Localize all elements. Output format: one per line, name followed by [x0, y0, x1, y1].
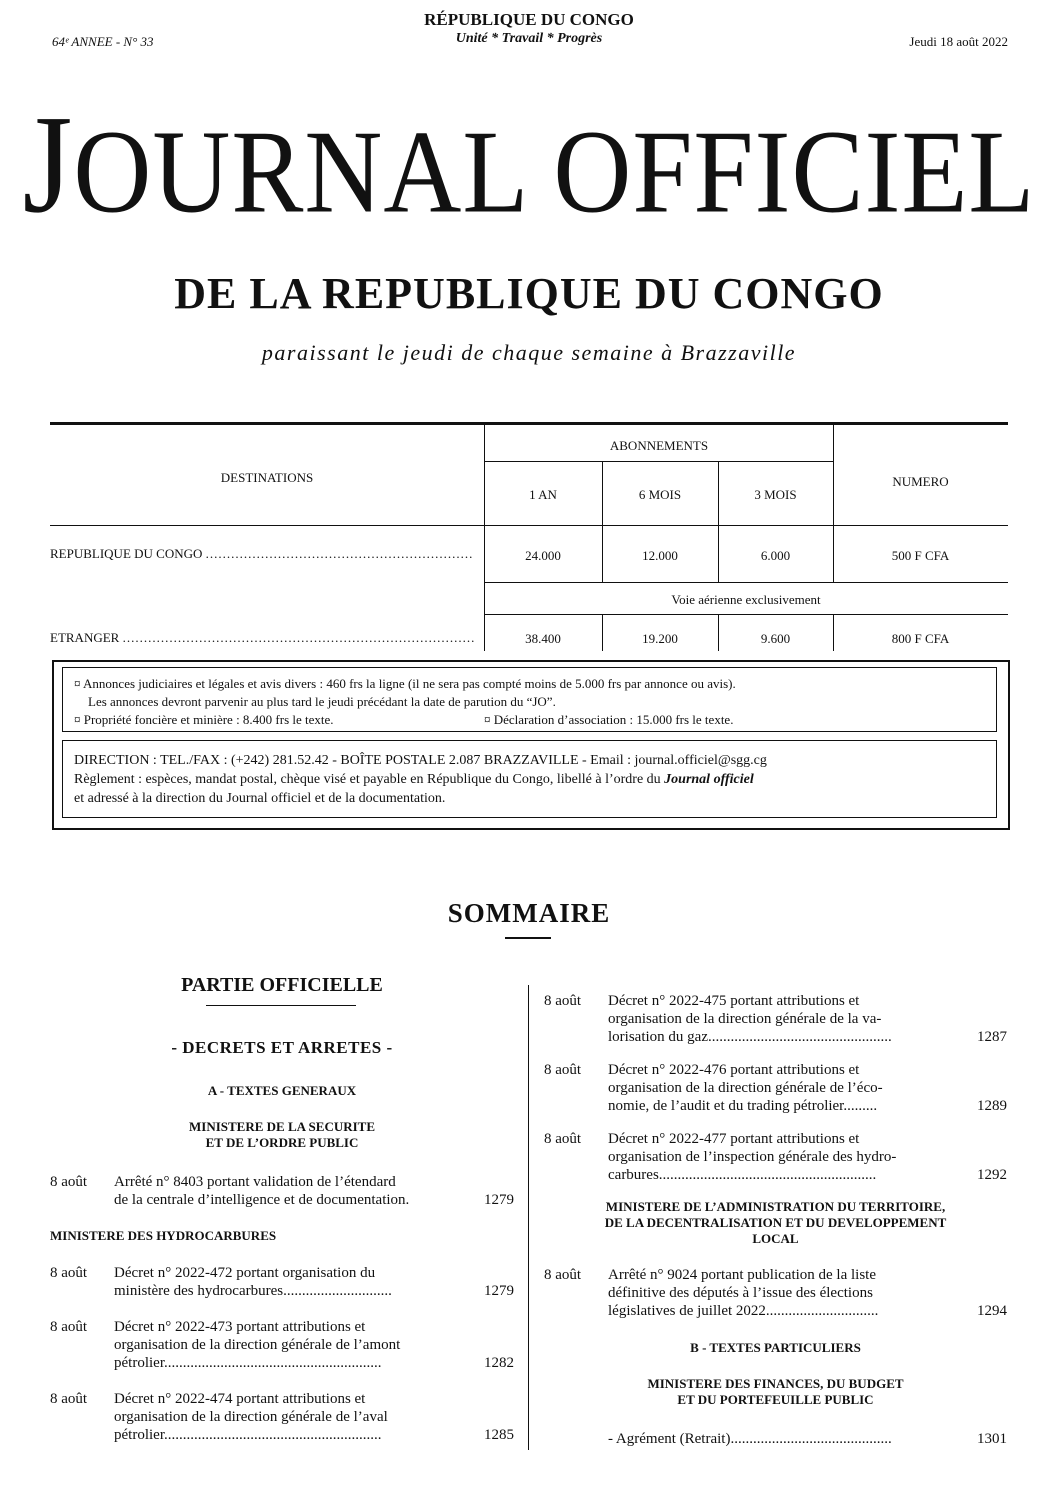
table-divider — [484, 425, 485, 651]
ministere-finances — [544, 1376, 1007, 1408]
sommaire-title: SOMMAIRE — [447, 898, 611, 928]
entry-text: de la centrale d’intelligence et de documentation. — [114, 1192, 410, 1208]
entry-page: 1285 — [484, 1427, 514, 1443]
direction-contact: DIRECTION : TEL./FAX : (+242) 281.52.42 - BOÎTE POSTALE 2.087 BRAZZAVILLE - Email : journal.officiel@sgg.cg — [74, 753, 767, 768]
toc-entry[interactable] — [544, 1430, 1007, 1448]
entry-text: carbures.......................................................... — [608, 1167, 877, 1183]
header-6mois: 6 MOIS — [638, 487, 682, 502]
sommaire-underline — [505, 937, 551, 939]
entry-page: 1294 — [977, 1303, 1007, 1319]
header-abonnements: ABONNEMENTS — [609, 438, 709, 453]
reglement-text: Règlement : espèces, mandat postal, chèque visé et payable en République du Congo, libellé à l’ordre du — [74, 772, 665, 787]
entry-date: 8 août — [544, 993, 582, 1009]
entry-date: 8 août — [544, 1131, 582, 1147]
entry-text: ministère des hydrocarbures............................. — [114, 1283, 392, 1299]
header-destinations: DESTINATIONS — [220, 470, 314, 485]
entry-text: organisation de la direction générale de la va- — [608, 1011, 882, 1027]
issue-number: 64ᵉ ANNEE - N° 33 — [52, 34, 154, 49]
propriete-rate: ¤ Propriété foncière et minière : 8.400 frs le texte. — [74, 712, 334, 727]
journal-title — [0, 85, 1058, 243]
ministry-line: MINISTERE DE LA SECURITE — [188, 1119, 376, 1134]
entry-text: Décret n° 2022-473 portant attributions et — [114, 1319, 366, 1335]
entry-text: Arrêté n° 9024 portant publication de la liste — [608, 1267, 877, 1283]
price-congo-1an: 24.000 — [525, 548, 561, 563]
journal-officiel-ref: Journal officiel — [664, 772, 754, 787]
entry-text: définitive des députés à l’issue des élections — [608, 1285, 873, 1301]
reglement-line — [74, 770, 754, 789]
leader-dots: ............................................................... — [205, 546, 474, 561]
ministere-hydrocarbures: MINISTERE DES HYDROCARBURES — [50, 1228, 277, 1243]
ministry-line: MINISTERE DE L’ADMINISTRATION DU TERRITOIRE, — [605, 1199, 946, 1214]
entry-page: 1287 — [977, 1029, 1007, 1045]
textes-particuliers: B - TEXTES PARTICULIERS — [690, 1340, 861, 1355]
toc-entry[interactable] — [544, 992, 1007, 1046]
table-divider — [484, 614, 1008, 615]
ministry-line: ET DE L’ORDRE PUBLIC — [205, 1135, 359, 1150]
entry-text: Décret n° 2022-472 portant organisation du — [114, 1265, 376, 1281]
entry-date: 8 août — [50, 1391, 88, 1407]
row-congo-label — [50, 546, 473, 562]
ministry-line: ET DU PORTEFEUILLE PUBLIC — [677, 1392, 874, 1407]
leader-dots: ................................................................................... — [122, 630, 476, 645]
ministry-line: LOCAL — [752, 1231, 799, 1246]
voie-aerienne: Voie aérienne exclusivement — [671, 592, 821, 607]
association-rate: ¤ Déclaration d’association : 15.000 frs le texte. — [484, 712, 734, 727]
partie-officielle: PARTIE OFFICIELLE — [181, 974, 383, 996]
entry-date: 8 août — [544, 1062, 582, 1078]
row-label: ETRANGER — [50, 630, 120, 645]
ministry-line: MINISTERE DES FINANCES, DU BUDGET — [647, 1376, 904, 1391]
entry-page: 1279 — [484, 1192, 514, 1208]
entry-date: 8 août — [544, 1267, 582, 1283]
entry-text: organisation de la direction générale de l’éco- — [608, 1080, 883, 1096]
reglement-address: et adressé à la direction du Journal officiel et de la documentation. — [74, 791, 446, 806]
toc-entry[interactable] — [544, 1266, 1007, 1320]
entry-page: 1292 — [977, 1167, 1007, 1183]
price-congo-3mois: 6.000 — [760, 548, 791, 563]
toc-entry[interactable] — [50, 1390, 514, 1444]
annonces-deadline: Les annonces devront parvenir au plus tard le jeudi précédant la date de parution du “JO”. — [88, 694, 556, 709]
entry-text: organisation de la direction générale de l’amont — [114, 1337, 401, 1353]
entry-page: 1282 — [484, 1355, 514, 1371]
price-etranger-6mois: 19.200 — [642, 631, 678, 646]
entry-text: Décret n° 2022-476 portant attributions et — [608, 1062, 860, 1078]
partie-underline — [206, 1005, 356, 1006]
entry-date: 8 août — [50, 1319, 88, 1335]
row-label: REPUBLIQUE DU CONGO — [50, 546, 203, 561]
header-1an: 1 AN — [529, 487, 557, 502]
header-3mois: 3 MOIS — [754, 487, 797, 502]
entry-date: 8 août — [50, 1265, 88, 1281]
textes-generaux: A - TEXTES GENERAUX — [207, 1083, 357, 1098]
price-etranger-3mois: 9.600 — [760, 631, 791, 646]
table-top-rule — [50, 422, 1008, 425]
entry-text: législatives de juillet 2022.............................. — [608, 1303, 879, 1319]
national-motto: Unité * Travail * Progrès — [455, 31, 603, 46]
toc-entry[interactable] — [50, 1173, 514, 1209]
journal-subtitle: DE LA REPUBLIQUE DU CONGO — [174, 269, 884, 318]
header-numero: NUMERO — [892, 474, 949, 489]
entry-text: Décret n° 2022-474 portant attributions et — [114, 1391, 366, 1407]
price-congo-6mois: 12.000 — [642, 548, 678, 563]
entry-text: Arrêté n° 8403 portant validation de l’étendard — [114, 1174, 396, 1190]
ministry-line: DE LA DECENTRALISATION ET DU DEVELOPPEMENT — [604, 1215, 947, 1230]
entry-date: 8 août — [50, 1174, 88, 1190]
price-etranger-numero: 800 F CFA — [891, 631, 950, 646]
table-divider — [484, 461, 834, 462]
entry-text: organisation de l’inspection générale des hydro- — [608, 1149, 897, 1165]
toc-entry[interactable] — [50, 1264, 514, 1300]
annonces-rate: ¤ Annonces judiciaires et légales et avis divers : 460 frs la ligne (il ne sera pas compté moins de 5.000 frs par annonce ou avis). — [74, 676, 736, 691]
entry-text: organisation de la direction générale de l’aval — [114, 1409, 388, 1425]
ministere-securite — [50, 1119, 514, 1151]
entry-text: Décret n° 2022-475 portant attributions et — [608, 993, 860, 1009]
column-divider — [528, 985, 529, 1450]
issue-date: Jeudi 18 août 2022 — [909, 34, 1008, 49]
price-etranger-1an: 38.400 — [525, 631, 561, 646]
journal-tagline: paraissant le jeudi de chaque semaine à Brazzaville — [261, 340, 797, 365]
price-congo-numero: 500 F CFA — [891, 548, 950, 563]
entry-page: 1301 — [977, 1431, 1007, 1447]
entry-text: - Agrément (Retrait)........................................... — [608, 1431, 892, 1447]
entry-page: 1289 — [977, 1098, 1007, 1114]
row-etranger-label — [50, 630, 475, 646]
ministere-administration — [544, 1199, 1007, 1247]
title-rest: OURNAL OFFICIEL — [73, 106, 1036, 238]
entry-text: pétrolier.......................................................... — [114, 1427, 382, 1443]
entry-text: pétrolier.......................................................... — [114, 1355, 382, 1371]
toc-entry[interactable] — [544, 1061, 1007, 1115]
table-mid-rule — [50, 525, 1008, 526]
entry-text: lorisation du gaz................................................. — [608, 1029, 892, 1045]
toc-entry[interactable] — [50, 1318, 514, 1372]
title-initial: J — [22, 85, 74, 243]
country-name: RÉPUBLIQUE DU CONGO — [424, 10, 634, 29]
entry-text: nomie, de l’audit et du trading pétrolier......... — [608, 1098, 878, 1114]
entry-text: Décret n° 2022-477 portant attributions et — [608, 1131, 860, 1147]
entry-page: 1279 — [484, 1283, 514, 1299]
decrets-heading: - DECRETS ET ARRETES - — [171, 1038, 393, 1057]
table-divider — [484, 582, 1008, 583]
toc-entry[interactable] — [544, 1130, 1007, 1184]
